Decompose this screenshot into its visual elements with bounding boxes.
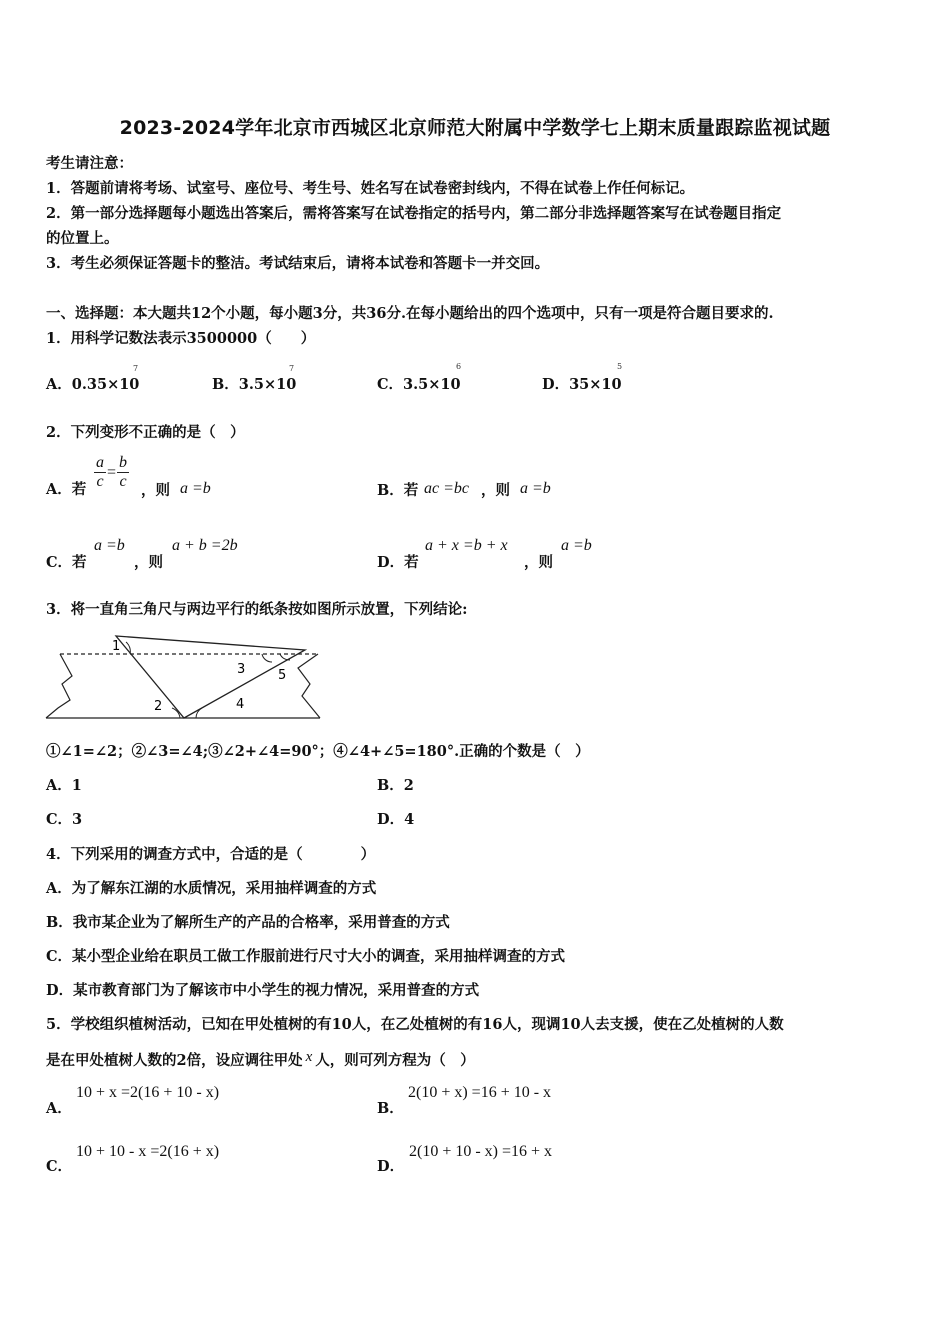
q2-option-d-condition: a + x =b + x xyxy=(425,537,508,554)
notice-heading: 考生请注意： xyxy=(46,155,133,172)
q5-option-d-equation: 2(10 + 10 - x) =16 + x xyxy=(409,1143,553,1160)
q1-option-b-exponent: 7 xyxy=(289,364,295,373)
q2-option-c-prefix: C．若 xyxy=(46,554,87,571)
q5-option-b-equation: 2(10 + x) =16 + 10 - x xyxy=(408,1084,552,1101)
q2-option-c-result: a + b =2b xyxy=(172,537,238,554)
notice-item: 的位置上。 xyxy=(46,230,119,247)
angle-2-arc xyxy=(172,708,180,718)
page-title: 2023-2024学年北京市西城区北京师范大附属中学数学七上期末质量跟踪监视试题 xyxy=(119,117,831,139)
q2-option-b-result: a =b xyxy=(520,480,551,497)
q2-option-d-result: a =b xyxy=(561,537,592,554)
q4-option-c: C．某小型企业给在职员工做工作服前进行尺寸大小的调查，采用抽样调查的方式 xyxy=(46,948,566,965)
question-2-stem: 2．下列变形不正确的是（ ） xyxy=(46,424,245,441)
q4-option-b: B．我市某企业为了解所生产的产品的合格率，采用普查的方式 xyxy=(46,914,450,931)
question-5-stem-cont: 是在甲处植树人数的2倍，设应调往甲处 x 人，则可列方程为（ ） xyxy=(46,1049,475,1069)
q1-option-d-exponent: 5 xyxy=(617,362,623,371)
question-1-stem: 1．用科学记数法表示3500000（ ） xyxy=(46,330,316,347)
q4-option-d: D．某市教育部门为了解该市中小学生的视力情况，采用普查的方式 xyxy=(46,982,480,999)
q2-option-a-prefix: A．若 xyxy=(46,481,87,498)
q3-figure xyxy=(40,628,330,728)
figure-label-3: 3 xyxy=(237,662,246,677)
q2-option-c-condition: a =b xyxy=(94,537,125,554)
q2-option-a-then: ，则 xyxy=(141,482,170,499)
question-3-stem: 3．将一直角三角尺与两边平行的纸条按如图所示放置，下列结论: xyxy=(46,601,468,618)
strip-right-torn-edge xyxy=(298,654,320,718)
q1-option-a: A．0.35×10 xyxy=(46,376,140,393)
q1-option-a-exponent: 7 xyxy=(133,364,139,373)
q5-option-c-equation: 10 + 10 - x =2(16 + x) xyxy=(76,1143,220,1160)
notice-item: 1．答题前请将考场、试室号、座位号、考生号、姓名写在试卷密封线内，不得在试卷上作任何标记。 xyxy=(46,180,695,197)
q3-conclusions: ①∠1=∠2；②∠3=∠4;③∠2+∠4=90°；④∠4+∠5=180°.正确的个数是（ ） xyxy=(46,743,590,760)
q5-option-a-equation: 10 + x =2(16 + 10 - x) xyxy=(76,1084,220,1101)
figure-label-2: 2 xyxy=(154,699,163,714)
q1-option-d: D．35×10 xyxy=(542,376,622,393)
q5-option-c-label: C． xyxy=(46,1158,73,1175)
strip-left-torn-edge xyxy=(46,654,72,718)
notice-item: 3．考生必须保证答题卡的整洁。考试结束后，请将本试卷和答题卡一并交回。 xyxy=(46,255,550,272)
question-4-stem: 4．下列采用的调查方式中，合适的是（ ） xyxy=(46,846,376,863)
figure-label-4: 4 xyxy=(236,697,245,712)
q1-option-c: C．3.5×10 xyxy=(377,376,461,393)
q3-option-a: A．1 xyxy=(46,777,82,794)
q2-option-d-prefix: D．若 xyxy=(377,554,419,571)
figure-label-1: 1 xyxy=(112,639,121,654)
section-heading: 一、选择题：本大题共12个小题，每小题3分，共36分.在每小题给出的四个选项中，只有一项是符合题目要求的. xyxy=(46,305,774,322)
fraction-b-over-c: $\frac{b}{c}$ xyxy=(119,454,128,490)
variable-x: x xyxy=(305,1049,313,1065)
q2-option-c-then: ，则 xyxy=(134,554,163,571)
q2-option-a-result: a =b xyxy=(180,480,211,497)
q2-option-b-condition: ac =bc xyxy=(424,480,469,497)
q1-option-b: B．3.5×10 xyxy=(212,376,297,393)
figure-label-5: 5 xyxy=(278,668,287,683)
q2-option-a-equation: $\frac{a}{c}$ = $\frac{b}{c}$ xyxy=(96,454,128,490)
q5-option-a-label: A． xyxy=(46,1100,72,1117)
q5-option-b-label: B． xyxy=(377,1100,404,1117)
q3-option-b: B．2 xyxy=(377,777,414,794)
q2-option-d-then: ，则 xyxy=(524,554,553,571)
q4-option-a: A．为了解东江湖的水质情况，采用抽样调查的方式 xyxy=(46,880,377,897)
notice-item: 2．第一部分选择题每小题选出答案后，需将答案写在试卷指定的括号内，第二部分非选择题答案写在试卷题目指定 xyxy=(46,205,782,222)
q1-option-c-exponent: 6 xyxy=(456,362,462,371)
q3-option-c: C．3 xyxy=(46,811,83,828)
q2-option-b-then: ，则 xyxy=(481,482,510,499)
fraction-a-over-c: $\frac{a}{c}$ xyxy=(96,454,104,490)
q2-option-b-prefix: B．若 xyxy=(377,482,419,499)
question-5-stem: 5．学校组织植树活动，已知在甲处植树的有10人，在乙处植树的有16人，现调10人去支援，使在乙处植树的人数 xyxy=(46,1016,784,1033)
q3-option-d: D．4 xyxy=(377,811,415,828)
angle-3-arc xyxy=(262,654,272,662)
q5-option-d-label: D． xyxy=(377,1158,405,1175)
right-triangle xyxy=(116,636,305,718)
